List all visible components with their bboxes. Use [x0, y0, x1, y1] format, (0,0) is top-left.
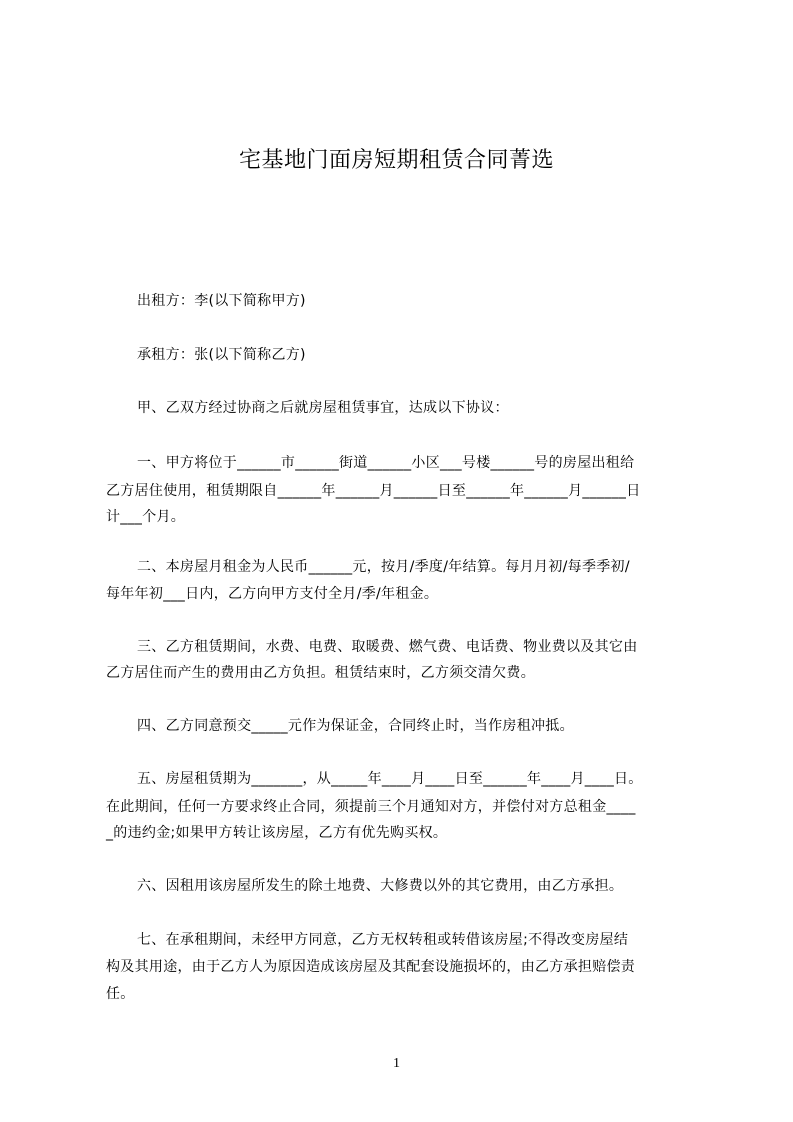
clause-2-line-2: 每年年初___日内，乙方向甲方支付全月/季/年租金。: [106, 586, 439, 602]
clause-7-line-3: 任。: [106, 986, 135, 1002]
page-number: 1: [393, 1056, 400, 1071]
clause-1-line-1: 一、甲方将位于______市______街道______小区___号楼______号的房屋出租给: [137, 455, 635, 471]
clause-5-line-2: 在此期间，任何一方要求终止合同，须提前三个月通知对方，并偿付对方总租金____: [106, 799, 636, 815]
lessee-line: 承租方：张(以下简称乙方): [137, 347, 306, 363]
clause-7-line-2: 构及其用途，由于乙方人为原因造成该房屋及其配套设施损坏的，由乙方承担赔偿责: [106, 959, 636, 975]
clause-6-line-1: 六、因租用该房屋所发生的除土地费、大修费以外的其它费用，由乙方承担。: [137, 878, 624, 894]
lessor-line: 出租方：李(以下简称甲方): [137, 293, 306, 309]
clause-4-line-1: 四、乙方同意预交_____元作为保证金，合同终止时，当作房租冲抵。: [137, 718, 574, 734]
document-title: 宅基地门面房短期租赁合同菁选: [238, 148, 554, 173]
intro-line: 甲、乙双方经过协商之后就房屋租赁事宜，达成以下协议：: [137, 400, 509, 416]
clause-1-line-2: 乙方居住使用，租赁期限自______年______月______日至______年______月______日: [106, 483, 641, 499]
clause-5-line-3: _的违约金;如果甲方转让该房屋，乙方有优先购买权。: [106, 825, 448, 841]
clause-3-line-2: 乙方居住而产生的费用由乙方负担。租赁结束时，乙方须交清欠费。: [106, 665, 535, 681]
clause-7-line-1: 七、在承租期间，未经甲方同意，乙方无权转租或转借该房屋;不得改变房屋结: [137, 932, 629, 948]
clause-3-line-1: 三、乙方租赁期间，水费、电费、取暖费、燃气费、电话费、物业费以及其它由: [137, 639, 638, 655]
clause-1-line-3: 计___个月。: [106, 509, 186, 525]
clause-5-line-1: 五、房屋租赁期为_______，从_____年____月____日至______年____月____日。: [137, 771, 643, 787]
clause-2-line-1: 二、本房屋月租金为人民币______元，按月/季度/年结算。每月月初/每季季初/: [137, 559, 630, 575]
